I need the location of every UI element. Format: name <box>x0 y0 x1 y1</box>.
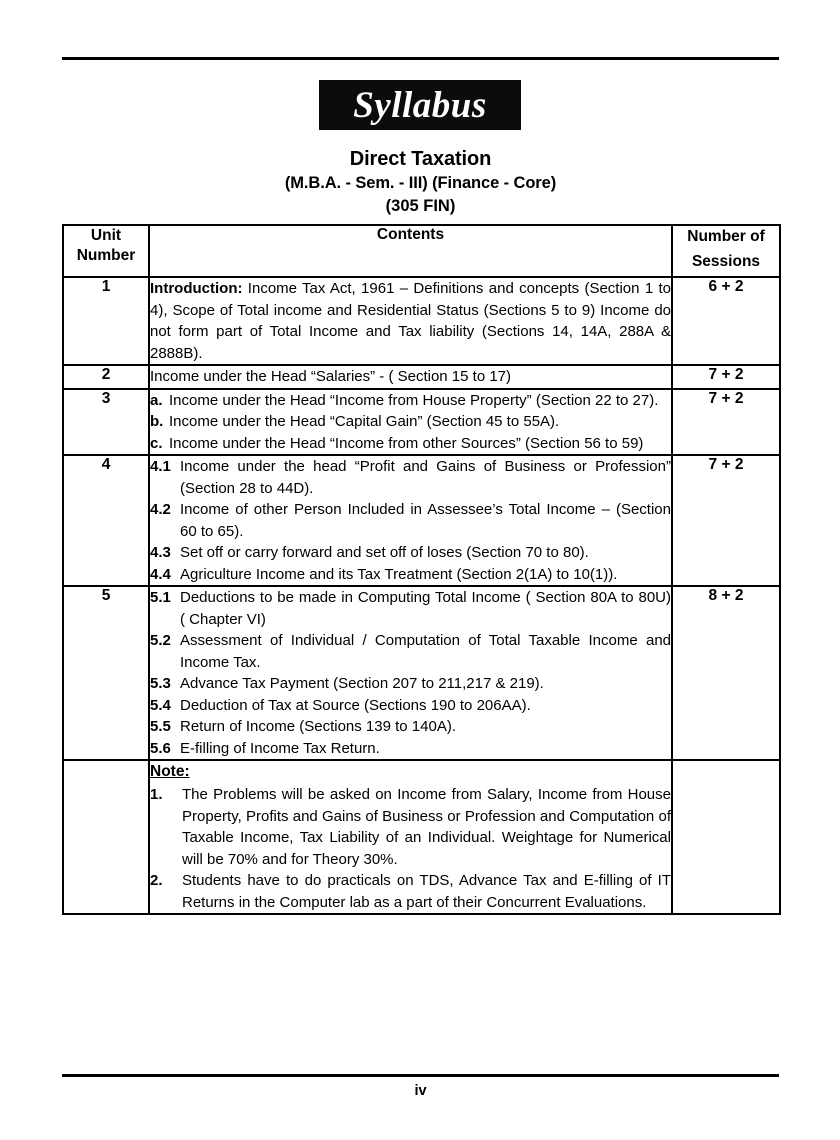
cell-contents <box>149 760 672 914</box>
course-code: (305 FIN) <box>385 197 456 215</box>
sessions-header-line2: Sessions <box>691 253 761 270</box>
table-row <box>63 586 780 760</box>
list-item <box>150 564 671 586</box>
note-heading: Note: <box>150 763 190 780</box>
list-item-marker: 5.3 <box>150 675 171 692</box>
table-row <box>63 277 780 365</box>
cell-unit-number: 2 <box>63 365 149 389</box>
list-item <box>150 542 671 564</box>
cell-unit-number: 4 <box>63 455 149 586</box>
table-row <box>63 455 780 586</box>
list-item-text: The Problems will be asked on Income from Salary, Income from House Property, Profits and Gains of Business or Profession and Computation of Taxable Income, Tax Liability of an Individual. Weightage for Numerical will be 70% and for Theory 30%. <box>182 786 671 868</box>
page-number: iv <box>414 1083 427 1099</box>
column-header-sessions <box>672 225 780 277</box>
cell-contents <box>149 389 672 456</box>
list-item <box>150 499 671 542</box>
list-item-marker: c. <box>150 434 163 452</box>
table-row <box>63 389 780 456</box>
list-item <box>150 695 671 717</box>
content-paragraph: Introduction: Income Tax Act, 1961 – Definitions and concepts (Section 1 to 4), Scope of Total income and Residential Status (Sections 5 to 9) Income do not form part of Total Income and Tax liability (Sections 14, 14A, 288A & 2888B). <box>150 280 671 362</box>
table-row <box>63 365 780 389</box>
cell-unit-number: 3 <box>63 389 149 456</box>
list-item-marker: 5.6 <box>150 739 171 757</box>
list-item <box>150 456 671 499</box>
list-item-marker: 4.2 <box>150 501 171 518</box>
course-title: Direct Taxation <box>349 148 492 170</box>
footer-rule <box>62 1074 779 1077</box>
cell-unit-number <box>63 760 149 914</box>
list-item-text: Return of Income (Sections 139 to 140A). <box>180 718 456 735</box>
list-item-text: Income under the Head “Income from other Sources” (Section 56 to 59) <box>169 434 644 452</box>
banner-title: Syllabus <box>353 84 487 126</box>
cell-unit-number: 5 <box>63 586 149 760</box>
table-row <box>63 760 780 914</box>
syllabus-table-body <box>63 277 780 914</box>
cell-sessions <box>672 760 780 914</box>
list-item-marker: 4.3 <box>150 544 171 561</box>
list-item-text: Assessment of Individual / Computation of Total Taxable Income and Income Tax. <box>180 632 671 671</box>
course-meta: (M.B.A. - Sem. - III) (Finance - Core) <box>284 174 557 192</box>
cell-sessions: 7 + 2 <box>672 389 780 456</box>
cell-sessions: 7 + 2 <box>672 455 780 586</box>
list-item <box>150 716 671 738</box>
list-item-text: Income under the head “Profit and Gains of Business or Profession” (Section 28 to 44D). <box>180 458 671 497</box>
list-item-marker: 5.1 <box>150 589 171 606</box>
list-item-marker: 4.1 <box>150 458 171 475</box>
list-item-text: Deductions to be made in Computing Total Income ( Section 80A to 80U) ( Chapter VI) <box>180 589 671 628</box>
cell-contents <box>149 365 672 389</box>
list-item <box>150 390 671 412</box>
list-item <box>150 870 671 913</box>
list-item <box>150 784 671 870</box>
list-item-marker: 4.4 <box>150 565 171 583</box>
list-item-marker: 2. <box>150 872 163 889</box>
list-item-marker: 1. <box>150 786 163 803</box>
unit-header-line2: Number <box>76 247 136 264</box>
list-item <box>150 738 671 760</box>
list-item-marker: 5.4 <box>150 696 171 714</box>
list-item-text: Agriculture Income and its Tax Treatment (Section 2(1A) to 10(1)). <box>180 565 618 583</box>
list-item <box>150 587 671 630</box>
table-header-row <box>63 225 780 277</box>
cell-contents <box>149 455 672 586</box>
list-item-text: Income of other Person Included in Assessee’s Total Income – (Section 60 to 65). <box>180 501 671 540</box>
list-item <box>150 433 671 455</box>
cell-sessions: 7 + 2 <box>672 365 780 389</box>
cell-unit-number: 1 <box>63 277 149 365</box>
list-item-marker: b. <box>150 413 164 430</box>
list-item-text: E-filling of Income Tax Return. <box>180 739 380 757</box>
cell-contents <box>149 277 672 365</box>
list-item-text: Students have to do practicals on TDS, Advance Tax and E-filling of IT Returns in the Computer lab as a part of their Concurrent Evaluations. <box>182 872 671 911</box>
cell-contents <box>149 586 672 760</box>
sessions-header-line1: Number of <box>687 228 765 245</box>
list-item-marker: 5.5 <box>150 718 171 735</box>
content-lead-label: Introduction: <box>150 280 243 297</box>
list-item <box>150 673 671 695</box>
content-paragraph: Income under the Head “Salaries” - ( Section 15 to 17) <box>150 368 512 385</box>
list-item <box>150 630 671 673</box>
syllabus-table <box>62 224 781 915</box>
column-header-unit-number <box>63 225 149 277</box>
list-item-text: Income under the Head “Income from House Property” (Section 22 to 27). <box>169 391 659 409</box>
cell-sessions: 8 + 2 <box>672 586 780 760</box>
cell-sessions: 6 + 2 <box>672 277 780 365</box>
course-heading-block <box>62 146 779 218</box>
column-header-contents: Contents <box>149 225 672 277</box>
list-item-text: Deduction of Tax at Source (Sections 190 to 206AA). <box>180 696 531 714</box>
header-rule <box>62 57 779 60</box>
list-item-marker: 5.2 <box>150 632 171 649</box>
unit-header-line1: Unit <box>90 227 122 244</box>
syllabus-banner <box>319 80 521 130</box>
list-item-marker: a. <box>150 391 163 409</box>
list-item-text: Income under the Head “Capital Gain” (Section 45 to 55A). <box>169 413 560 430</box>
list-item-text: Advance Tax Payment (Section 207 to 211,217 & 219). <box>180 675 544 692</box>
list-item-text: Set off or carry forward and set off of loses (Section 70 to 80). <box>180 544 589 561</box>
list-item <box>150 411 671 433</box>
